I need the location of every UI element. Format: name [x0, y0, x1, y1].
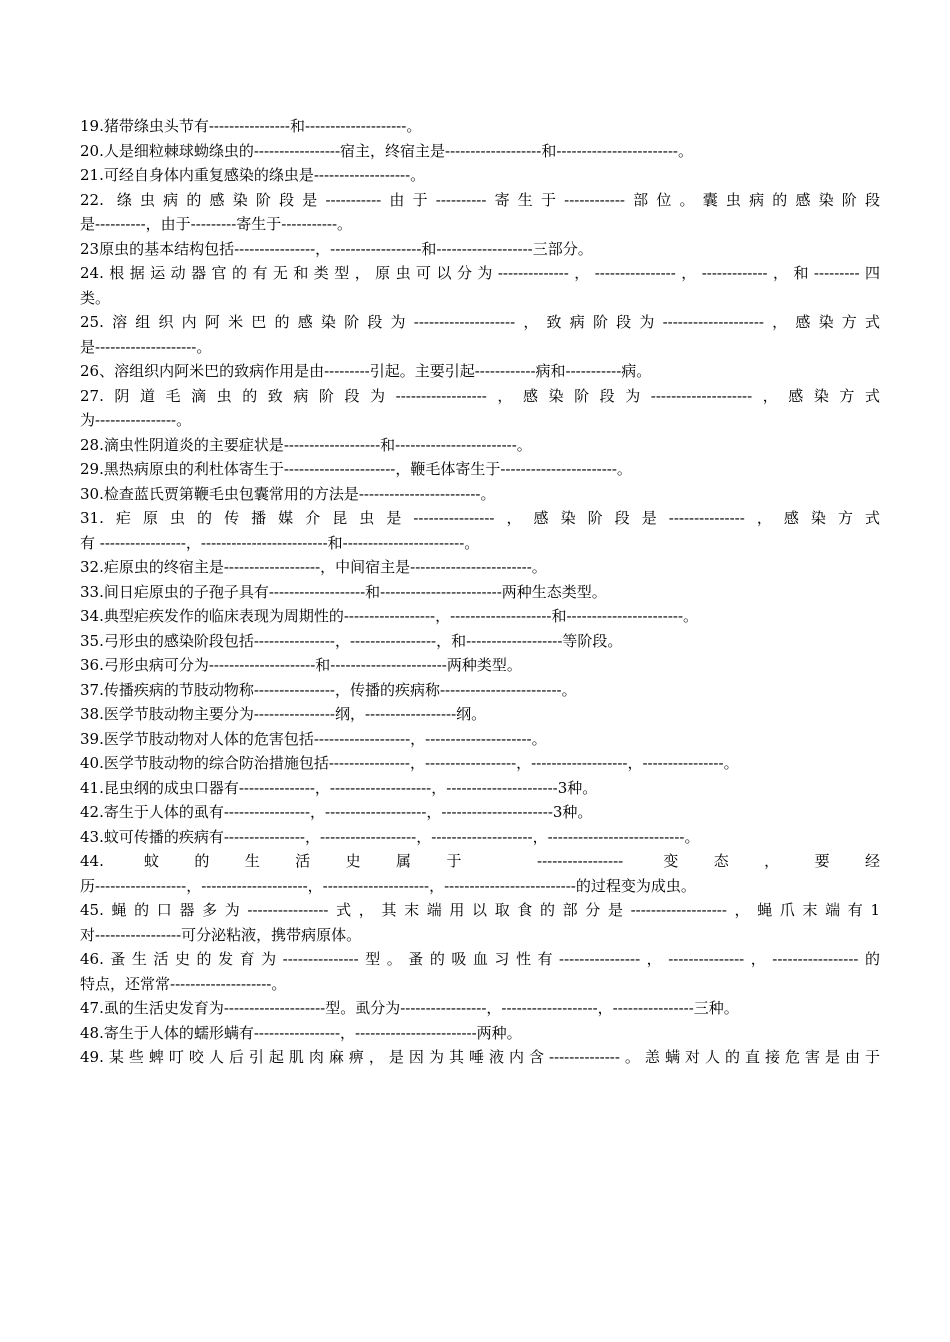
text-line: 对-----------------可分泌粘液，携带病原体。: [80, 925, 362, 944]
text-line: 35.弓形虫的感染阶段包括----------------，-----------------，和-------------------等阶段。: [80, 631, 623, 650]
text-line: 38.医学节肢动物主要分为----------------纲，------------------纲。: [80, 705, 487, 723]
text-line: 27.阴道毛滴虫的致病阶段为------------------，感染阶段为--------------------，感染方式: [80, 386, 880, 405]
text-line: 48.寄生于人体的蠕形螨有-----------------，------------------------两种。: [80, 1023, 522, 1042]
text-line: 19.猪带绦虫头节有----------------和--------------------。: [80, 117, 422, 135]
text-line: 29.黑热病原虫的利杜体寄生于----------------------，鞭毛体寄生于-----------------------。: [80, 460, 632, 478]
text-line: 32.疟原虫的终宿主是-------------------，中间宿主是------------------------。: [80, 558, 547, 576]
text-line: 34.典型疟疾发作的临床表现为周期性的------------------，--------------------和-----------------------。: [80, 607, 699, 625]
text-line: 历------------------，---------------------，---------------------，--------------------------的过程变为成虫。: [80, 876, 696, 895]
text-line: 23原虫的基本结构包括----------------，------------------和-------------------三部分。: [80, 239, 593, 258]
text-line: 20.人是细粒棘球蚴绦虫的-----------------宿主，终宿主是-------------------和------------------------。: [80, 141, 693, 160]
text-line: 47.虱的生活史发育为--------------------型。虱分为-----------------，-------------------，----------------三种。: [80, 999, 739, 1017]
text-line: 31.疟原虫的传播媒介昆虫是----------------，感染阶段是---------------，感染方式: [80, 509, 880, 527]
text-line: 21.可经自身体内重复感染的绦虫是-------------------。: [80, 166, 426, 184]
text-line: 43.蚊可传播的疾病有----------------，-------------------，--------------------，---------------------------。: [80, 827, 700, 846]
text-line: 40.医学节肢动物的综合防治措施包括----------------，------------------，-------------------，----------------。: [80, 754, 739, 772]
text-line: 42.寄生于人体的虱有-----------------，--------------------，----------------------3种。: [80, 803, 593, 821]
text-line: 25.溶组织内阿米巴的感染阶段为--------------------，致病阶段为--------------------，感染方式: [80, 313, 880, 331]
document-page: [80, 114, 880, 1070]
text-line: 28.滴虫性阴道炎的主要症状是-------------------和------------------------。: [80, 435, 532, 454]
text-line: 46.蚤生活史的发育为---------------型。蚤的吸血习性有----------------，---------------，-----------------的: [80, 950, 880, 968]
text-line: 39.医学节肢动物对人体的危害包括-------------------，---------------------。: [80, 729, 547, 748]
text-line: 30.检查蓝氏贾第鞭毛虫包囊常用的方法是------------------------。: [80, 484, 496, 503]
text-line: 为----------------。: [80, 411, 192, 429]
text-line: 是----------，由于---------寄生于-----------。: [80, 215, 353, 233]
text-line: 有 -----------------，-------------------------和------------------------。: [80, 533, 480, 552]
text-line: 44. 蚊的生活史属于 ----------------- 变态，要经: [80, 852, 880, 870]
text-line: 45.蝇的口器多为----------------式，其末端用以取食的部分是-------------------，蝇爪末端有1: [80, 901, 880, 919]
text-line: 33.间日疟原虫的子孢子具有-------------------和------------------------两种生态类型。: [80, 582, 607, 601]
text-line: 37.传播疾病的节肢动物称----------------，传播的疾病称------------------------。: [80, 680, 577, 699]
text-line: 是--------------------。: [80, 337, 212, 356]
text-line: 类。: [80, 288, 111, 307]
text-line: 36.弓形虫病可分为---------------------和-----------------------两种类型。: [80, 656, 522, 674]
text-line: 特点，还常常--------------------。: [80, 974, 287, 993]
text-line: 26、溶组织内阿米巴的致病作用是由---------引起。主要引起------------病和-----------病。: [80, 362, 652, 380]
text-line: 22. 绦虫病的感染阶段是-----------由于----------寄生于------------部位。囊虫病的感染阶段: [80, 190, 880, 209]
text-line: 24.根据运动器官的有无和类型，原虫可以分为--------------，----------------，-------------，和---------四: [80, 264, 880, 282]
text-line: 41.昆虫纲的成虫口器有---------------，--------------------，----------------------3种。: [80, 778, 598, 797]
text-line: 49.某些蜱叮咬人后引起肌肉麻痹，是因为其唾液内含--------------。恙螨对人的直接危害是由于: [80, 1048, 880, 1066]
